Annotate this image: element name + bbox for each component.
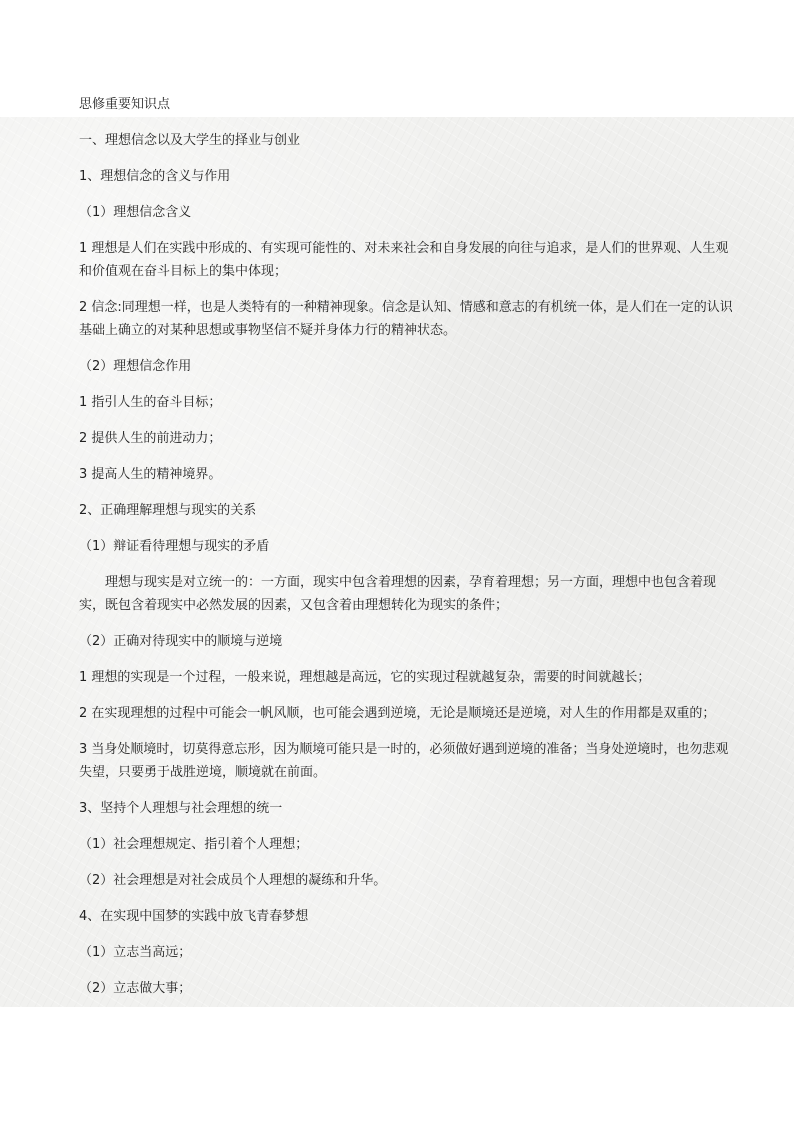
paragraph-unity-of-opposites: 理想与现实是对立统一的：一方面，现实中包含着理想的因素，孕育着理想；另一方面，理想中也包含着现实，既包含着现实中必然发展的因素，又包含着由理想转化为现实的条件； (79, 575, 717, 613)
list-item-adversity-1: 1 理想的实现是一个过程，一般来说，理想越是高远，它的实现过程就越复杂，需要的时间就越长； (79, 670, 651, 685)
subheading-function: （2）理想信念作用 (79, 359, 192, 374)
list-item-function-1: 1 指引人生的奋斗目标； (79, 395, 222, 410)
subheading-meaning: （1）理想信念含义 (79, 205, 192, 220)
subsection-heading-3: 3、坚持个人理想与社会理想的统一 (79, 801, 283, 816)
list-item-social-ideal-2: （2）社会理想是对社会成员个人理想的凝练和升华。 (79, 873, 387, 888)
subsection-heading-2: 2、正确理解理想与现实的关系 (79, 503, 257, 518)
list-item-aspiration-2: （2）立志做大事； (79, 981, 192, 996)
document-title: 思修重要知识点 (79, 97, 171, 112)
paragraph-belief-definition: 2 信念:同理想一样，也是人类特有的一种精神现象。信念是认知、情感和意志的有机统一体，是人们在一定的认识基础上确立的对某种思想或事物坚信不疑并身体力行的精神状态。 (79, 300, 733, 338)
list-item-adversity-3: 3 当身处顺境时，切莫得意忘形，因为顺境可能只是一时的，必须做好遇到逆境的准备；当身处逆境时，也勿悲观失望，只要勇于战胜逆境，顺境就在前面。 (79, 742, 729, 780)
subheading-adversity: （2）正确对待现实中的顺境与逆境 (79, 634, 283, 649)
section-heading-1: 一、理想信念以及大学生的择业与创业 (79, 133, 301, 148)
list-item-adversity-2: 2 在实现理想的过程中可能会一帆风顺，也可能会遇到逆境，无论是顺境还是逆境，对人生的作用都是双重的； (79, 706, 716, 721)
list-item-social-ideal-1: （1）社会理想规定、指引着个人理想； (79, 837, 309, 852)
list-item-function-3: 3 提高人生的精神境界。 (79, 467, 222, 482)
paragraph-ideal-definition: 1 理想是人们在实践中形成的、有实现可能性的、对未来社会和自身发展的向往与追求，是人们的世界观、人生观和价值观在奋斗目标上的集中体现； (79, 241, 729, 279)
list-item-function-2: 2 提供人生的前进动力； (79, 431, 222, 446)
subsection-heading-4: 4、在实现中国梦的实践中放飞青春梦想 (79, 909, 309, 924)
list-item-aspiration-1: （1）立志当高远； (79, 945, 192, 960)
document-body (79, 93, 739, 1013)
subheading-contradiction: （1）辩证看待理想与现实的矛盾 (79, 539, 270, 554)
subsection-heading-1: 1、理想信念的含义与作用 (79, 169, 231, 184)
